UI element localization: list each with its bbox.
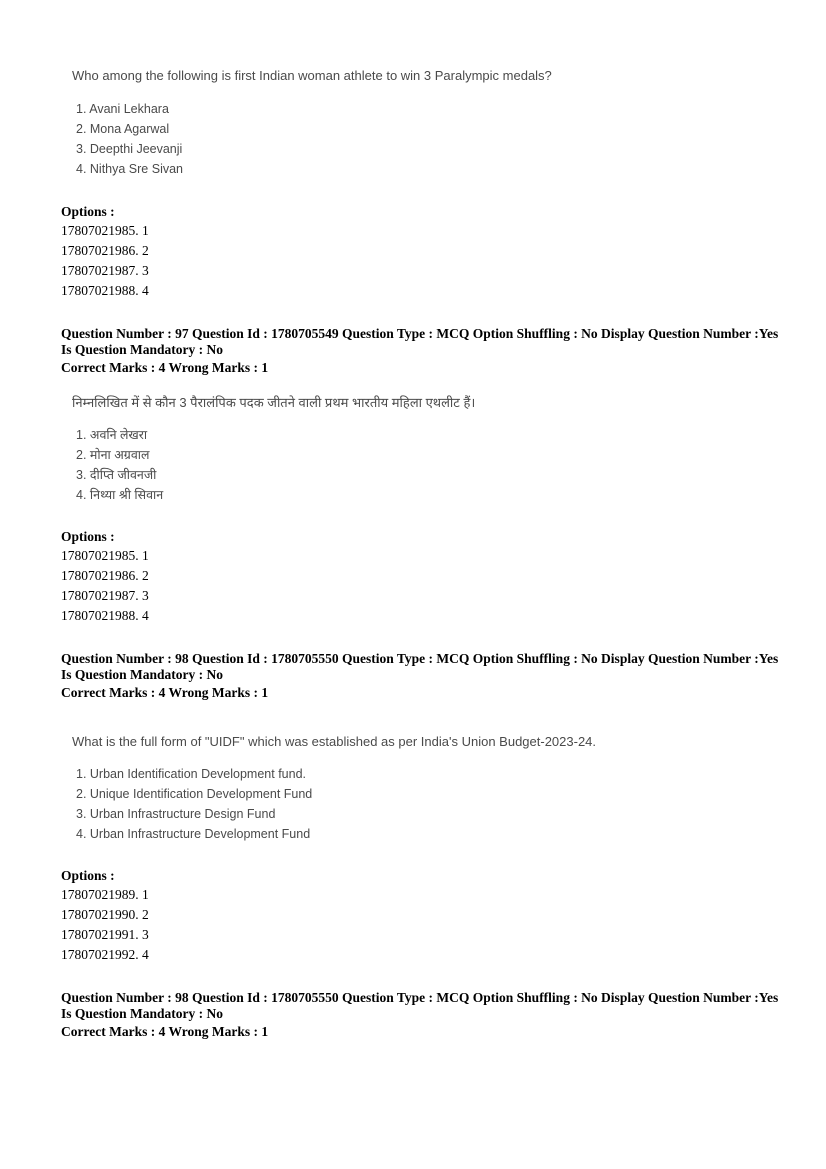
question-text: निम्नलिखित में से कौन 3 पैरालंपिक पदक जीतने वाली प्रथम भारतीय महिला एथलीट हैं। (72, 395, 476, 410)
option-item: 17807021985. 1 (61, 223, 149, 238)
question-text: What is the full form of "UIDF" which was established as per India's Union Budget-2023-24. (72, 734, 597, 749)
options-list (61, 221, 149, 301)
answer-choice: 3. दीप्ति जीवनजी (76, 468, 157, 482)
question-meta-line: Question Number : 97 Question Id : 1780705549 Question Type : MCQ Option Shuffling : No Display Question Number : (61, 326, 759, 341)
question-meta (61, 651, 781, 701)
mandatory-line: Is Question Mandatory : No (61, 1006, 224, 1021)
answer-choice: 4. Urban Infrastructure Development Fund (76, 827, 311, 841)
options-label: Options : (61, 868, 115, 883)
option-item: 17807021986. 2 (61, 243, 149, 258)
display-number-value: Yes (758, 326, 779, 341)
option-item: 17807021986. 2 (61, 568, 149, 583)
answer-choices (76, 99, 183, 179)
option-item: 17807021987. 3 (61, 263, 149, 278)
answer-choice: 2. मोना अग्रवाल (76, 448, 150, 462)
marks-line: Correct Marks : 4 Wrong Marks : 1 (61, 1024, 269, 1039)
options-list (61, 546, 149, 626)
answer-choice: 4. Nithya Sre Sivan (76, 162, 183, 176)
options-list (61, 885, 149, 965)
marks-line: Correct Marks : 4 Wrong Marks : 1 (61, 685, 269, 700)
option-item: 17807021988. 4 (61, 608, 149, 623)
answer-choice: 4. निथ्या श्री सिवान (76, 488, 164, 502)
option-item: 17807021989. 1 (61, 887, 149, 902)
question-meta (61, 990, 781, 1040)
question-meta-line: Question Number : 98 Question Id : 1780705550 Question Type : MCQ Option Shuffling : No Display Question Number : (61, 990, 759, 1005)
answer-choice: 1. Urban Identification Development fund. (76, 767, 306, 781)
display-number-value: Yes (758, 651, 779, 666)
option-item: 17807021991. 3 (61, 927, 149, 942)
answer-choices (76, 764, 312, 844)
answer-choice: 2. Mona Agarwal (76, 122, 170, 136)
mandatory-line: Is Question Mandatory : No (61, 342, 224, 357)
answer-choice: 1. Avani Lekhara (76, 102, 169, 116)
answer-choice: 3. Deepthi Jeevanji (76, 142, 183, 156)
answer-choice: 3. Urban Infrastructure Design Fund (76, 807, 276, 821)
option-item: 17807021992. 4 (61, 947, 149, 962)
options-label: Options : (61, 529, 115, 544)
options-label: Options : (61, 204, 115, 219)
answer-choice: 1. अवनि लेखरा (76, 428, 148, 442)
question-text: Who among the following is first Indian woman athlete to win 3 Paralympic medals? (72, 68, 552, 83)
option-item: 17807021985. 1 (61, 548, 149, 563)
mandatory-line: Is Question Mandatory : No (61, 667, 224, 682)
answer-choices (76, 425, 163, 505)
question-meta (61, 326, 781, 376)
marks-line: Correct Marks : 4 Wrong Marks : 1 (61, 360, 269, 375)
display-number-value: Yes (758, 990, 779, 1005)
option-item: 17807021990. 2 (61, 907, 149, 922)
answer-choice: 2. Unique Identification Development Fund (76, 787, 313, 801)
question-meta-line: Question Number : 98 Question Id : 1780705550 Question Type : MCQ Option Shuffling : No Display Question Number : (61, 651, 759, 666)
option-item: 17807021988. 4 (61, 283, 149, 298)
option-item: 17807021987. 3 (61, 588, 149, 603)
